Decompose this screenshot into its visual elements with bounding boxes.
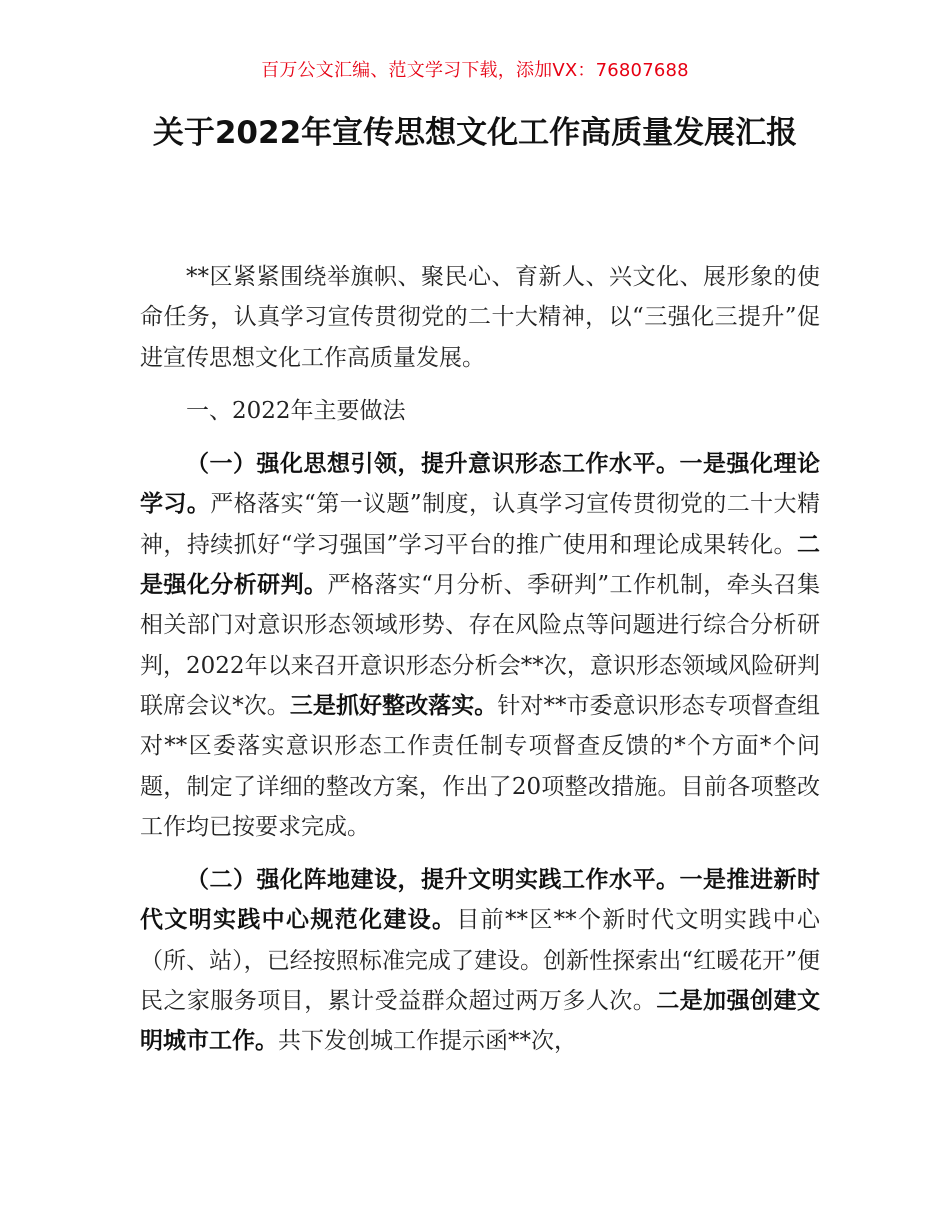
paragraph-ideology xyxy=(140,444,820,847)
paragraph-civilization-bold-2: 二是加强创建文明城市工作。 xyxy=(140,988,821,1055)
paragraph-ideology-text-2: 严格落实“月分析、季研判”工作机制，牵头召集相关部门对意识形态领域形势、存在风险点等问题进行综合分析研判，2022年以来召开意识形态分析会**次，意识形态领域风险研判联席会议*次。 xyxy=(140,572,820,719)
paragraph-ideology-bold-2: 二是强化分析研判。 xyxy=(140,531,820,599)
header-watermark-note: 百万公文汇编、范文学习下载，添加VX：76807688 xyxy=(261,60,689,81)
paragraph-ideology-text-1: 严格落实“第一议题”制度，认真学习宣传贯彻党的二十大精神，持续抓好“学习强国”学习平台的推广使用和理论成果转化。 xyxy=(140,491,820,558)
paragraph-civilization-lead: （二）强化阵地建设，提升文明实践工作水平。一是推进新时代文明实践中心规范化建设。 xyxy=(140,867,820,934)
document-body xyxy=(140,257,820,1062)
paragraph-ideology-text-3: 针对**市委意识形态专项督查组对**区委落实意识形态工作责任制专项督查反馈的*个方面*个问题，制定了详细的整改方案，作出了20项整改措施。目前各项整改工作均已按要求完成。 xyxy=(140,692,821,840)
section-heading: 一、2022年主要做法 xyxy=(186,397,406,424)
intro-paragraph: **区紧紧围绕举旗帜、聚民心、育新人、兴文化、展形象的使命任务，认真学习宣传贯彻党的二十大精神，以“三强化三提升”促进宣传思想文化工作高质量发展。 xyxy=(140,264,820,371)
paragraph-ideology-lead: （一）强化思想引领，提升意识形态工作水平。一是强化理论学习。 xyxy=(140,451,820,518)
document-title: 关于2022年宣传思想文化工作高质量发展汇报 xyxy=(152,115,798,151)
paragraph-civilization-text-1: 目前**区**个新时代文明实践中心（所、站），已经按照标准完成了建设。创新性探索出“红暖花开”便民之家服务项目，累计受益群众超过两万多人次。 xyxy=(140,907,821,1015)
paragraph-civilization xyxy=(140,860,820,1061)
paragraph-civilization-text-2: 共下发创城工作提示函**次， xyxy=(278,1028,577,1055)
paragraph-ideology-bold-3: 三是抓好整改落实。 xyxy=(289,692,498,719)
